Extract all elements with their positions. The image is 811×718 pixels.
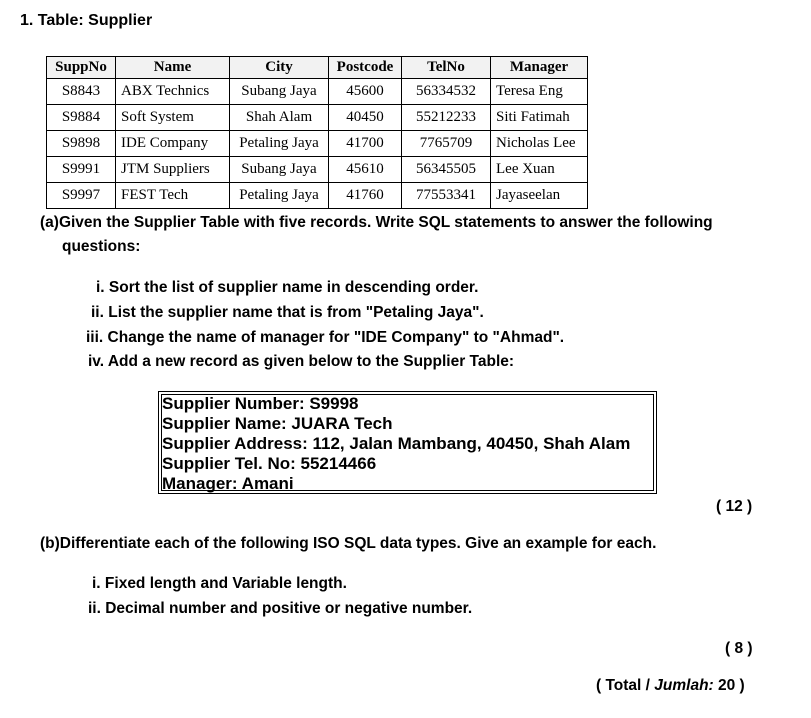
cell-postcode: 45600	[329, 79, 402, 105]
new-record-manager: Manager: Amani	[162, 474, 294, 493]
cell-suppno: S9898	[47, 131, 116, 157]
column-header-name: Name	[116, 57, 230, 79]
new-record-supplier-address: Supplier Address: 112, Jalan Mambang, 40450, Shah Alam	[162, 434, 631, 453]
cell-manager: Teresa Eng	[491, 79, 588, 105]
part-a-item-iii: iii. Change the name of manager for "IDE Company" to "Ahmad".	[86, 329, 565, 346]
supplier-table	[46, 56, 588, 209]
cell-name: FEST Tech	[116, 183, 230, 209]
cell-telno: 7765709	[402, 131, 491, 157]
table-row	[47, 105, 588, 131]
part-a-item-i: i. Sort the list of supplier name in descending order.	[96, 279, 479, 296]
new-record-supplier-number: Supplier Number: S9998	[162, 394, 359, 413]
table-row	[47, 157, 588, 183]
cell-manager: Siti Fatimah	[491, 105, 588, 131]
column-header-manager: Manager	[491, 57, 588, 79]
part-b-item-ii: ii. Decimal number and positive or negative number.	[88, 600, 473, 617]
cell-postcode: 41700	[329, 131, 402, 157]
cell-postcode: 41760	[329, 183, 402, 209]
cell-postcode: 40450	[329, 105, 402, 131]
table-row	[47, 79, 588, 105]
table-row	[47, 131, 588, 157]
cell-manager: Lee Xuan	[491, 157, 588, 183]
cell-postcode: 45610	[329, 157, 402, 183]
cell-name: IDE Company	[116, 131, 230, 157]
column-header-postcode: Postcode	[329, 57, 402, 79]
part-b-item-i: i. Fixed length and Variable length.	[92, 575, 347, 592]
cell-city: Petaling Jaya	[230, 183, 329, 209]
total-suffix: 20 )	[713, 677, 745, 694]
part-a-intro-continued: questions:	[62, 238, 141, 255]
part-a-intro: (a)Given the Supplier Table with five records. Write SQL statements to answer the following	[40, 214, 713, 231]
table-row	[47, 183, 588, 209]
part-b-intro: (b)Differentiate each of the following ISO SQL data types. Give an example for each.	[40, 535, 657, 552]
column-header-city: City	[230, 57, 329, 79]
cell-manager: Nicholas Lee	[491, 131, 588, 157]
cell-suppno: S9884	[47, 105, 116, 131]
part-a-marks: ( 12 )	[716, 498, 753, 515]
column-header-telno: TelNo	[402, 57, 491, 79]
part-a-item-iv: iv. Add a new record as given below to the Supplier Table:	[88, 353, 515, 370]
cell-telno: 56345505	[402, 157, 491, 183]
total-marks	[596, 677, 745, 695]
part-a-item-ii: ii. List the supplier name that is from "Petaling Jaya".	[91, 304, 484, 321]
cell-telno: 55212233	[402, 105, 491, 131]
cell-city: Subang Jaya	[230, 157, 329, 183]
cell-suppno: S8843	[47, 79, 116, 105]
total-prefix: ( Total /	[596, 677, 655, 694]
cell-telno: 56334532	[402, 79, 491, 105]
column-header-suppno: SuppNo	[47, 57, 116, 79]
cell-telno: 77553341	[402, 183, 491, 209]
cell-manager: Jayaseelan	[491, 183, 588, 209]
cell-name: ABX Technics	[116, 79, 230, 105]
new-record-supplier-name: Supplier Name: JUARA Tech	[162, 414, 393, 433]
cell-suppno: S9997	[47, 183, 116, 209]
new-record-supplier-tel: Supplier Tel. No: 55214466	[162, 454, 377, 473]
table-header-row	[47, 57, 588, 79]
cell-name: Soft System	[116, 105, 230, 131]
cell-city: Shah Alam	[230, 105, 329, 131]
cell-city: Petaling Jaya	[230, 131, 329, 157]
part-b-marks: ( 8 )	[725, 640, 753, 657]
total-jumlah: Jumlah:	[654, 677, 714, 694]
cell-name: JTM Suppliers	[116, 157, 230, 183]
question-title: 1. Table: Supplier	[20, 12, 153, 29]
cell-suppno: S9991	[47, 157, 116, 183]
cell-city: Subang Jaya	[230, 79, 329, 105]
